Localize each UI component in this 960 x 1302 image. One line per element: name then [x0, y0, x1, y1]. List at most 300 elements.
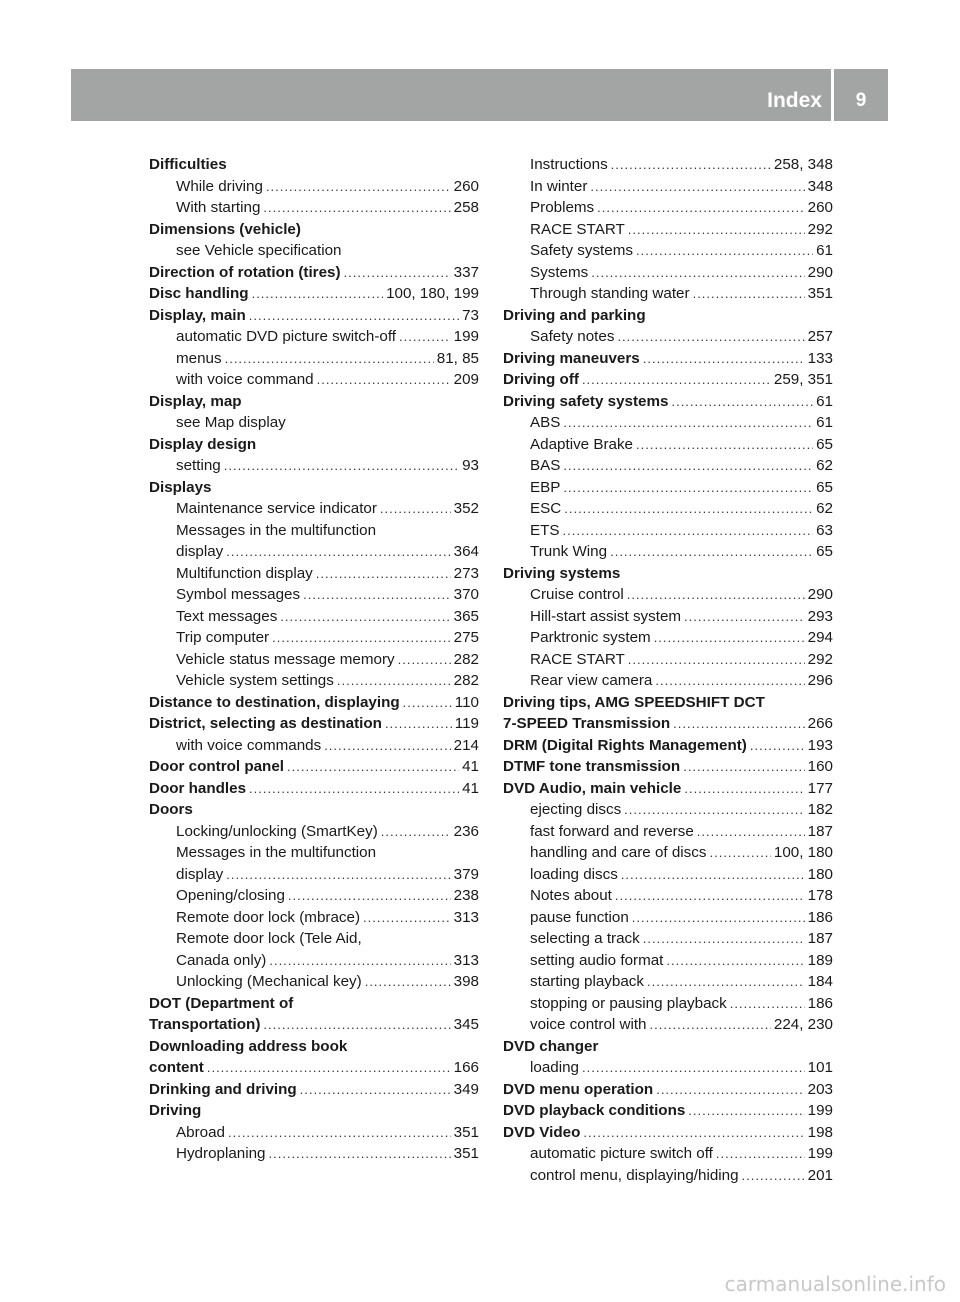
page-reference[interactable]: 364 — [453, 543, 479, 560]
page-reference[interactable]: 260 — [453, 177, 479, 195]
entry-text: setting — [176, 457, 221, 474]
index-subentry — [503, 240, 833, 262]
dot-leader — [269, 950, 450, 972]
index-subentry — [503, 971, 833, 993]
page-reference[interactable]: 187 — [807, 930, 833, 947]
index-subentry — [503, 885, 833, 907]
index-subentry — [149, 971, 479, 993]
index-subentry — [503, 1057, 833, 1079]
index-subentry — [149, 240, 479, 262]
entry-text: Display, main — [149, 306, 246, 324]
page-reference[interactable]: 345 — [453, 1016, 479, 1033]
page-reference[interactable]: 349 — [453, 1080, 479, 1098]
dot-leader — [673, 713, 805, 735]
index-subentry — [503, 1165, 833, 1187]
page-number: 9 — [855, 90, 867, 111]
index-subentry — [149, 928, 479, 950]
entry-text: ETS — [530, 521, 560, 539]
dot-leader — [563, 520, 814, 542]
index-entry — [503, 1122, 833, 1144]
entry-text: Driving safety systems — [503, 392, 669, 410]
index-entry — [149, 262, 479, 284]
entry-text: Remote door lock (mbrace) — [176, 908, 361, 926]
page-reference[interactable]: 61 — [816, 242, 833, 259]
entry-text: Door control panel — [149, 758, 285, 775]
dot-leader — [365, 971, 451, 993]
page-reference[interactable]: 337 — [453, 263, 479, 281]
entry-text: Driving off — [503, 371, 579, 388]
dot-leader — [249, 305, 459, 327]
entry-text: Disc handling — [149, 285, 249, 302]
index-entry — [149, 1014, 479, 1036]
entry-text: EBP — [530, 478, 561, 496]
index-entry — [503, 778, 833, 800]
index-subentry — [149, 412, 479, 434]
entry-text: Difficulties — [149, 156, 227, 173]
entry-text: Driving tips, AMG SPEEDSHIFT DCT — [503, 693, 765, 711]
dot-leader — [563, 412, 813, 434]
index-subentry — [149, 670, 479, 692]
entry-text: Safety notes — [530, 328, 615, 345]
page-reference[interactable]: 224, 230 — [773, 1016, 833, 1033]
index-subentry — [149, 326, 479, 348]
index-subentry — [503, 928, 833, 950]
dot-leader — [750, 735, 805, 757]
dot-leader — [344, 262, 451, 284]
dot-leader — [249, 778, 459, 800]
entry-text: DVD menu operation — [503, 1080, 654, 1098]
entry-text: DVD playback conditions — [503, 1102, 686, 1119]
page-reference[interactable]: 61 — [816, 392, 833, 410]
dot-leader — [385, 713, 452, 735]
page-reference[interactable]: 209 — [453, 371, 479, 388]
page-reference[interactable]: 236 — [453, 822, 479, 840]
page-reference[interactable]: 313 — [453, 908, 479, 926]
page-reference[interactable]: 100, 180, 199 — [386, 285, 479, 302]
index-subentry — [503, 649, 833, 671]
entry-text: setting audio format — [530, 951, 664, 969]
page-reference[interactable]: 65 — [816, 543, 833, 560]
entry-text: Rear view camera — [530, 672, 653, 689]
page-reference[interactable]: 182 — [807, 801, 833, 818]
index-subentry — [149, 455, 479, 477]
entry-text: RACE START — [530, 220, 625, 238]
page-reference[interactable]: 352 — [453, 500, 479, 517]
entry-text: Symbol messages — [176, 586, 301, 603]
entry-text: voice control with — [530, 1016, 647, 1033]
entry-text: Unlocking (Mechanical key) — [176, 973, 362, 990]
entry-text: DVD changer — [503, 1037, 599, 1055]
page-reference[interactable]: 296 — [807, 672, 833, 689]
index-subentry — [503, 283, 833, 305]
page-reference[interactable]: 365 — [453, 607, 479, 625]
page-reference[interactable]: 65 — [816, 478, 833, 496]
entry-text: display — [176, 543, 224, 560]
index-subentry — [149, 907, 479, 929]
entry-text: Notes about — [530, 887, 612, 904]
index-subentry — [149, 563, 479, 585]
entry-text: With starting — [176, 199, 261, 216]
page-reference[interactable]: 238 — [453, 887, 479, 904]
page-reference[interactable]: 119 — [454, 715, 479, 732]
dot-leader — [697, 821, 805, 843]
page-reference[interactable]: 379 — [453, 865, 479, 883]
entry-text: BAS — [530, 457, 561, 474]
entry-text: see Vehicle specification — [176, 242, 342, 259]
page-reference[interactable]: 266 — [807, 715, 833, 732]
page-reference[interactable]: 290 — [807, 263, 833, 281]
page-reference[interactable]: 260 — [807, 199, 833, 216]
dot-leader — [582, 369, 771, 391]
dot-leader — [693, 283, 805, 305]
dot-leader — [615, 885, 805, 907]
index-entry — [149, 799, 479, 821]
entry-text: Trunk Wing — [530, 543, 608, 560]
page-reference[interactable]: 189 — [807, 951, 833, 969]
entry-text: Driving maneuvers — [503, 349, 640, 367]
entry-text: Vehicle system settings — [176, 672, 334, 689]
index-subentry — [149, 627, 479, 649]
page-reference[interactable]: 351 — [453, 1123, 479, 1141]
dot-leader — [636, 434, 813, 456]
entry-text: Adaptive Brake — [530, 435, 633, 453]
dot-leader — [324, 735, 450, 757]
page-reference[interactable]: 313 — [453, 951, 479, 969]
page-reference[interactable]: 198 — [807, 1123, 833, 1141]
page-reference[interactable]: 187 — [807, 822, 833, 840]
entry-text: Maintenance service indicator — [176, 500, 377, 517]
dot-leader — [583, 1122, 804, 1144]
dot-leader — [671, 391, 813, 413]
entry-text: Door handles — [149, 779, 247, 797]
entry-text: Remote door lock (Tele Aid, — [176, 930, 362, 947]
entry-text: handling and care of discs — [530, 844, 707, 861]
page-reference[interactable]: 214 — [453, 736, 479, 754]
page-reference[interactable]: 193 — [807, 736, 833, 754]
entry-text: Driving systems — [503, 564, 621, 582]
entry-text: Distance to destination, displaying — [149, 693, 400, 711]
index-subentry — [149, 735, 479, 757]
entry-text: stopping or pausing playback — [530, 994, 727, 1012]
entry-text: control menu, displaying/hiding — [530, 1166, 739, 1184]
page-reference[interactable]: 186 — [807, 994, 833, 1012]
dot-leader — [688, 1100, 804, 1122]
index-entry — [503, 1079, 833, 1101]
page-reference[interactable]: 292 — [807, 650, 833, 668]
index-subentry — [503, 326, 833, 348]
index-subentry — [149, 649, 479, 671]
page-reference[interactable]: 41 — [462, 758, 479, 775]
index-entry — [149, 434, 479, 456]
index-entry — [503, 713, 833, 735]
page-reference[interactable]: 290 — [807, 586, 833, 603]
entry-text: DVD Video — [503, 1123, 581, 1141]
entry-text: see Map display — [176, 414, 286, 431]
page-reference[interactable]: 201 — [807, 1166, 833, 1184]
entry-text: Vehicle status message memory — [176, 650, 395, 668]
index-subentry — [503, 219, 833, 241]
page-reference[interactable]: 398 — [453, 973, 479, 990]
page-reference[interactable]: 293 — [807, 607, 833, 625]
index-subentry — [503, 799, 833, 821]
dot-leader — [317, 369, 451, 391]
index-entry — [149, 778, 479, 800]
index-subentry — [503, 907, 833, 929]
index-entry — [149, 154, 479, 176]
index-subentry — [149, 606, 479, 628]
page-reference[interactable]: 93 — [462, 457, 479, 474]
index-entry — [149, 305, 479, 327]
page-reference[interactable]: 62 — [816, 500, 833, 517]
entry-text: 7-SPEED Transmission — [503, 715, 671, 732]
page-reference[interactable]: 166 — [453, 1059, 479, 1076]
watermark: carmanualsonline.info — [724, 1272, 946, 1296]
index-entry — [503, 1036, 833, 1058]
entry-text: Multifunction display — [176, 564, 313, 582]
page-reference[interactable]: 186 — [807, 908, 833, 926]
index-entry — [149, 1036, 479, 1058]
entry-text: Dimensions (vehicle) — [149, 220, 301, 238]
dot-leader — [380, 498, 451, 520]
entry-text: ESC — [530, 500, 562, 517]
index-column-right — [503, 154, 833, 1186]
index-subentry — [149, 176, 479, 198]
dot-leader — [654, 627, 805, 649]
index-entry — [149, 756, 479, 778]
entry-text: loading — [530, 1059, 579, 1076]
index-subentry — [149, 1143, 479, 1165]
page-reference[interactable]: 259, 351 — [773, 371, 833, 388]
dot-leader — [684, 778, 804, 800]
entry-text: pause function — [530, 908, 629, 926]
dot-leader — [266, 176, 451, 198]
dot-leader — [263, 197, 450, 219]
entry-text: fast forward and reverse — [530, 822, 694, 840]
index-subentry — [149, 842, 479, 864]
page-reference[interactable]: 41 — [462, 779, 479, 797]
dot-leader — [666, 950, 804, 972]
dot-leader — [272, 627, 451, 649]
page-reference[interactable]: 160 — [807, 758, 833, 775]
index-entry — [149, 1079, 479, 1101]
page-reference[interactable]: 63 — [816, 521, 833, 539]
index-subentry — [149, 197, 479, 219]
page-reference[interactable]: 62 — [816, 457, 833, 474]
dot-leader — [591, 262, 804, 284]
index-subentry — [503, 455, 833, 477]
dot-leader — [381, 821, 451, 843]
index-entry — [503, 563, 833, 585]
dot-leader — [628, 219, 805, 241]
index-entry — [503, 756, 833, 778]
page-reference[interactable]: 273 — [453, 564, 479, 582]
page-reference[interactable]: 65 — [816, 435, 833, 453]
index-entry — [503, 369, 833, 391]
entry-text: Through standing water — [530, 285, 690, 302]
section-title: Index — [767, 89, 822, 112]
page-reference[interactable]: 177 — [807, 779, 833, 797]
dot-leader — [225, 348, 434, 370]
page-reference[interactable]: 73 — [462, 306, 479, 324]
index-entry — [149, 993, 479, 1015]
dot-leader — [617, 326, 804, 348]
page-reference[interactable]: 370 — [453, 586, 479, 603]
dot-leader — [403, 692, 452, 714]
entry-text: Messages in the multifunction — [176, 844, 377, 861]
page-reference[interactable]: 100, 180 — [773, 844, 833, 861]
dot-leader — [684, 606, 805, 628]
dot-leader — [730, 993, 805, 1015]
index-subentry — [503, 176, 833, 198]
dot-leader — [624, 799, 804, 821]
entry-text: content — [149, 1059, 204, 1076]
dot-leader — [655, 670, 804, 692]
index-subentry — [503, 520, 833, 542]
index-entry — [503, 348, 833, 370]
dot-leader — [398, 649, 451, 671]
entry-text: automatic DVD picture switch-off — [176, 328, 397, 345]
entry-text: Trip computer — [176, 629, 270, 646]
page-reference[interactable]: 258 — [453, 199, 479, 216]
index-entry — [503, 1100, 833, 1122]
dot-leader — [627, 584, 805, 606]
entry-text: Transportation) — [149, 1016, 261, 1033]
page-reference[interactable]: 184 — [807, 973, 833, 990]
page-reference[interactable]: 81, 85 — [436, 349, 479, 367]
dot-leader — [263, 1014, 450, 1036]
dot-leader — [316, 563, 451, 585]
index-entry — [149, 692, 479, 714]
entry-text: Displays — [149, 478, 212, 496]
entry-text: District, selecting as destination — [149, 715, 382, 732]
index-subentry — [503, 821, 833, 843]
index-entry — [149, 391, 479, 413]
index-subentry — [503, 670, 833, 692]
page-reference[interactable]: 180 — [807, 865, 833, 883]
entry-text: While driving — [176, 177, 263, 195]
dot-leader — [742, 1165, 805, 1187]
dot-leader — [252, 283, 384, 305]
index-entry — [503, 735, 833, 757]
dot-leader — [610, 541, 813, 563]
dot-leader — [224, 455, 459, 477]
index-subentry — [503, 434, 833, 456]
entry-text: display — [176, 865, 224, 883]
page-reference[interactable]: 61 — [816, 414, 833, 431]
dot-leader — [207, 1057, 451, 1079]
index-entry — [149, 219, 479, 241]
entry-text: DVD Audio, main vehicle — [503, 779, 682, 797]
page-reference[interactable]: 351 — [807, 285, 833, 302]
index-subentry — [503, 1143, 833, 1165]
entry-text: Cruise control — [530, 586, 624, 603]
entry-text: In winter — [530, 177, 588, 195]
page-reference[interactable]: 199 — [453, 328, 479, 345]
entry-text: Locking/unlocking (SmartKey) — [176, 822, 378, 840]
entry-text: DOT (Department of — [149, 994, 294, 1012]
page-reference[interactable]: 199 — [807, 1145, 833, 1162]
index-entry — [503, 305, 833, 327]
index-column-left — [149, 154, 479, 1165]
page-reference[interactable]: 294 — [807, 629, 833, 646]
page-reference[interactable]: 258, 348 — [773, 156, 833, 173]
dot-leader — [683, 756, 804, 778]
index-subentry — [503, 627, 833, 649]
page-reference[interactable]: 351 — [453, 1145, 479, 1162]
dot-leader — [563, 455, 813, 477]
dot-leader — [228, 1122, 451, 1144]
index-subentry — [149, 584, 479, 606]
index-entry — [149, 1057, 479, 1079]
index-entry — [149, 1100, 479, 1122]
index-subentry — [503, 197, 833, 219]
page-reference[interactable]: 348 — [807, 177, 833, 195]
page-reference[interactable]: 275 — [453, 629, 479, 646]
dot-leader — [621, 864, 805, 886]
entry-text: Direction of rotation (tires) — [149, 263, 341, 281]
index-subentry — [503, 477, 833, 499]
entry-text: Driving — [149, 1102, 202, 1119]
entry-text: DRM (Digital Rights Management) — [503, 736, 747, 754]
dot-leader — [564, 498, 813, 520]
page-reference[interactable]: 101 — [807, 1059, 833, 1076]
index-entry — [503, 692, 833, 714]
dot-leader — [287, 756, 459, 778]
page-reference[interactable]: 178 — [807, 887, 833, 904]
dot-leader — [337, 670, 451, 692]
dot-leader — [288, 885, 451, 907]
entry-text: with voice command — [176, 371, 314, 388]
page-reference[interactable]: 133 — [807, 349, 833, 367]
index-subentry — [503, 950, 833, 972]
index-entry — [149, 477, 479, 499]
entry-text: Hydroplaning — [176, 1145, 266, 1162]
dot-leader — [611, 154, 771, 176]
index-subentry — [503, 541, 833, 563]
dot-leader — [647, 971, 805, 993]
index-subentry — [503, 864, 833, 886]
entry-text: Downloading address book — [149, 1037, 348, 1055]
entry-text: starting playback — [530, 973, 644, 990]
dot-leader — [709, 842, 770, 864]
dot-leader — [597, 197, 805, 219]
page-reference[interactable]: 110 — [454, 693, 479, 711]
index-entry — [503, 391, 833, 413]
dot-leader — [363, 907, 451, 929]
index-subentry — [503, 606, 833, 628]
dot-leader — [643, 348, 805, 370]
index-subentry — [503, 412, 833, 434]
page-reference[interactable]: 282 — [453, 650, 479, 668]
entry-text: Instructions — [530, 156, 608, 173]
entry-text: Display design — [149, 435, 257, 453]
entry-text: loading discs — [530, 865, 618, 883]
index-subentry — [149, 369, 479, 391]
page-reference[interactable]: 257 — [807, 328, 833, 345]
index-subentry — [503, 1014, 833, 1036]
index-subentry — [503, 993, 833, 1015]
entry-text: Opening/closing — [176, 887, 285, 904]
page-reference[interactable]: 199 — [807, 1102, 833, 1119]
entry-text: Canada only) — [176, 951, 267, 969]
index-subentry — [149, 520, 479, 542]
entry-text: Systems — [530, 263, 589, 281]
entry-text: Messages in the multifunction — [176, 521, 377, 539]
page-reference[interactable]: 282 — [453, 672, 479, 689]
page-reference[interactable]: 203 — [807, 1080, 833, 1098]
page-reference[interactable]: 292 — [807, 220, 833, 238]
entry-text: selecting a track — [530, 930, 640, 947]
